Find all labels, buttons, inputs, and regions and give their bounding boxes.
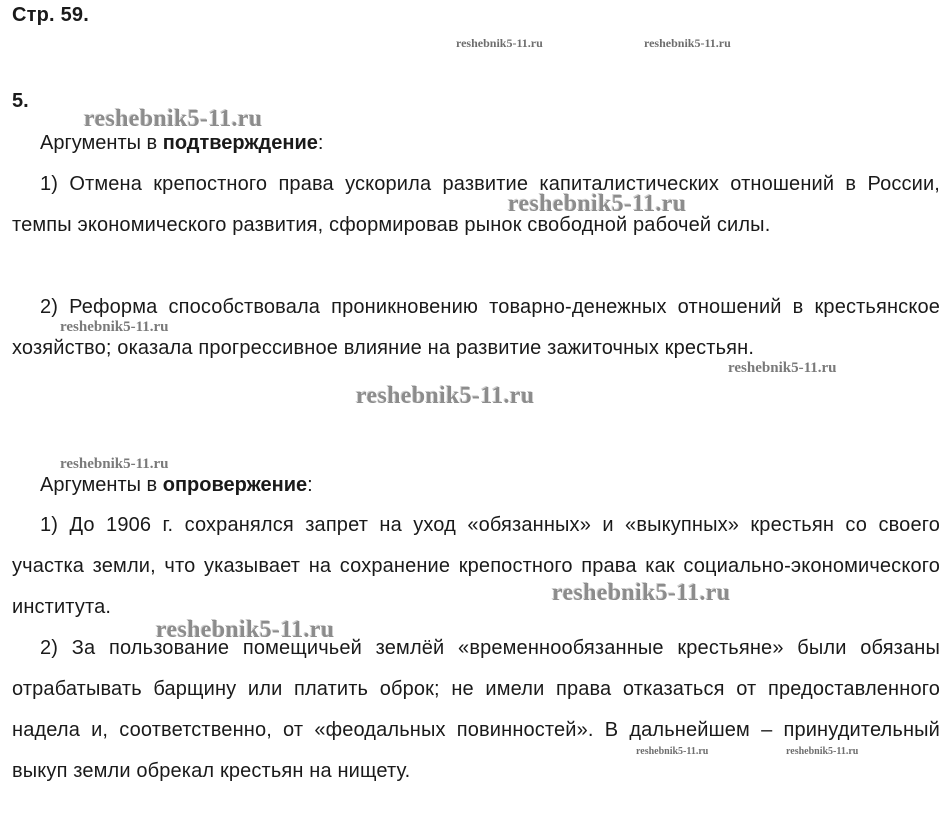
heading-bold: опровержение — [162, 474, 308, 496]
section-heading-confirm — [40, 128, 323, 158]
heading-bold: подтверждение — [162, 132, 318, 154]
paragraph: 2) За пользование помещичьей землёй «временнообязанные крестьяне» были обязаны отрабатывать барщину или платить оброк; не имели права отказаться от предоставленного надела и, соответственно, от «феодальных повинностей». В дальнейшем – принудительный выкуп земли обрекал крестьян на нищету. — [12, 637, 940, 782]
watermark: reshebnik5-11.ru — [508, 191, 687, 217]
watermark: reshebnik5-11.ru — [156, 617, 335, 643]
watermark: reshebnik5-11.ru — [60, 319, 169, 335]
paragraph: 1) Отмена крепостного права ускорила развитие капиталистических отношений в России, темпы экономического развития, сформировав рынок свободной рабочей силы. — [12, 173, 940, 236]
watermark: reshebnik5-11.ru — [60, 456, 169, 472]
watermark: reshebnik5-11.ru — [644, 36, 731, 50]
watermark: reshebnik5-11.ru — [636, 746, 709, 757]
page-label: Стр. 59. — [12, 4, 89, 26]
watermark: reshebnik5-11.ru — [786, 746, 859, 757]
watermark: reshebnik5-11.ru — [456, 36, 543, 50]
paragraph: 1) До 1906 г. сохранялся запрет на уход «обязанных» и «выкупных» крестьян со своего участка земли, что указывает на сохранение крепостного права как социально-экономического института. — [12, 514, 940, 618]
watermark: reshebnik5-11.ru — [728, 360, 837, 376]
section-heading-refute — [40, 470, 313, 500]
watermark: reshebnik5-11.ru — [356, 383, 535, 409]
task-number: 5. — [12, 90, 29, 112]
watermark: reshebnik5-11.ru — [84, 106, 263, 132]
heading-prefix: Аргументы в — [40, 132, 163, 154]
heading-suffix: : — [317, 132, 324, 154]
heading-prefix: Аргументы в — [40, 474, 163, 496]
heading-suffix: : — [307, 474, 313, 496]
watermark: reshebnik5-11.ru — [552, 580, 731, 606]
paragraph: 2) Реформа способствовала проникновению товарно-денежных отношений в крестьянское хозяйство; оказала прогрессивное влияние на развитие зажиточных крестьян. — [12, 296, 940, 359]
